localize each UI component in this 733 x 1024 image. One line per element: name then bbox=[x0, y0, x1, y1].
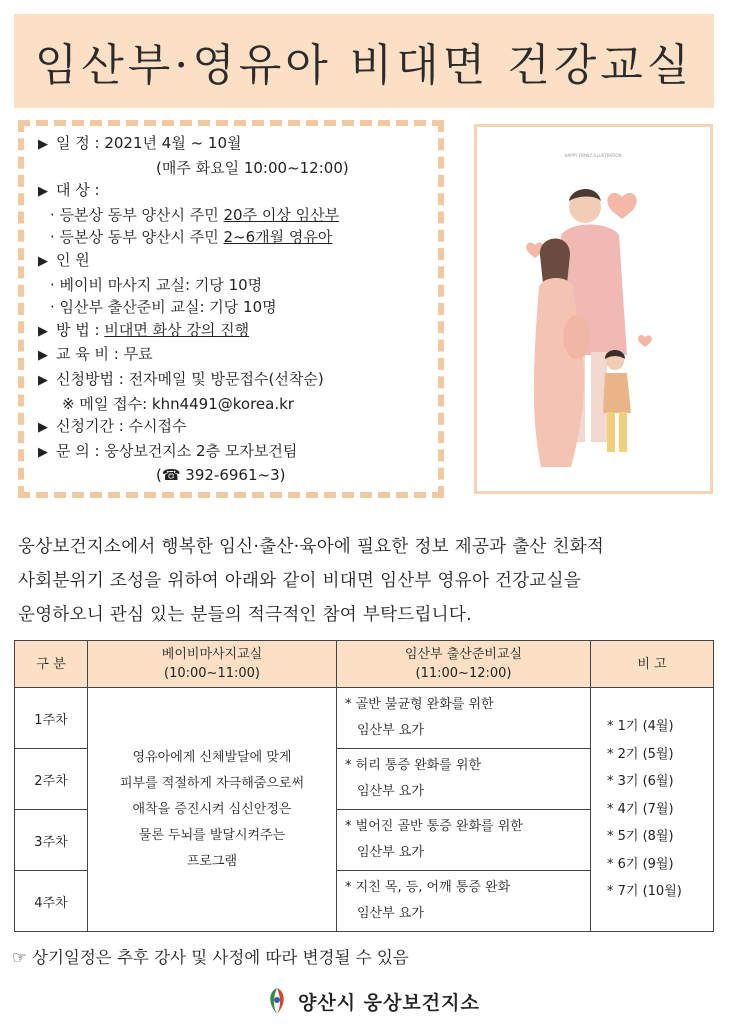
baby-program-description bbox=[88, 688, 337, 932]
preg-program-cell bbox=[337, 810, 591, 871]
note-line: * 7기 (10월) bbox=[607, 884, 682, 900]
preg-program-title: * 벌어진 골반 통증 완화를 위한 bbox=[345, 819, 523, 834]
apply-label: 신청방법 bbox=[56, 369, 114, 388]
intro-paragraph bbox=[18, 530, 718, 632]
footnote: ☞ 상기일정은 추후 강사 및 사정에 따라 변경될 수 있음 bbox=[12, 948, 409, 967]
contact-label: 문 의 bbox=[56, 441, 90, 460]
intro-line-2: 사회분위기 조성을 위하여 아래와 같이 비대면 임산부 영유아 건강교실을 bbox=[18, 571, 582, 591]
note-line: * 3기 (6월) bbox=[607, 774, 674, 790]
schedule-value: 2021년 4월 ~ 10월 bbox=[104, 134, 242, 152]
target-item-1 bbox=[38, 204, 428, 227]
triangle-bullet-icon: ▶ bbox=[38, 323, 48, 339]
note-line: * 5기 (8월) bbox=[607, 829, 674, 845]
header-baby-time: (10:00~11:00) bbox=[164, 666, 260, 681]
triangle-bullet-icon: ▶ bbox=[38, 137, 48, 152]
triangle-bullet-icon: ▶ bbox=[38, 420, 48, 436]
schedule-table bbox=[14, 640, 714, 932]
baby-desc-line: 피부를 적절하게 자극해줌으로써 bbox=[119, 775, 305, 791]
note-cell bbox=[591, 688, 714, 932]
period-label: 신청기간 bbox=[56, 417, 114, 436]
target-item-1-text: · 등본상 동부 양산시 주민 bbox=[50, 205, 224, 224]
child-leg bbox=[607, 412, 615, 452]
week-cell: 2주차 bbox=[15, 749, 88, 810]
capacity-item-2: · 임산부 출산준비 교실: 기당 10명 bbox=[50, 298, 277, 317]
yangsan-logo-icon bbox=[264, 986, 290, 1016]
baby-desc-line: 프로그램 bbox=[186, 853, 238, 869]
method-label: 방 법 bbox=[56, 320, 90, 339]
preg-program-cell bbox=[337, 688, 591, 749]
org-logo bbox=[264, 986, 480, 1016]
email-line: ※ 메일 접수: khn4491@korea.kr bbox=[62, 394, 294, 413]
baby-desc-line: 애착을 증진시켜 심신안정은 bbox=[132, 801, 292, 817]
org-name: 양산시 웅상보건지소 bbox=[298, 991, 480, 1014]
fee-row: ▶ 교 육 비 : 무료 bbox=[38, 343, 428, 368]
preg-program-subtitle: 임산부 요가 bbox=[357, 906, 424, 921]
intro-line-3: 운영하오니 관심 있는 분들의 적극적인 참여 부탁드립니다. bbox=[18, 605, 472, 625]
header-preg-label: 임산부 출산준비교실 bbox=[404, 647, 523, 662]
target-item-2-underlined: 2~6개월 영유아 bbox=[223, 228, 333, 247]
header-baby-label: 베이비마사지교실 bbox=[161, 647, 263, 662]
family-illustration bbox=[474, 124, 713, 494]
baby-desc-line: 영유아에게 신체발달에 맞게 bbox=[132, 749, 292, 765]
period-row: ▶ 신청기간 : 수시접수 bbox=[38, 415, 428, 440]
intro-line-1: 웅상보건지소에서 행복한 임신·출산·육아에 필요한 정보 제공과 출산 친화적 bbox=[18, 537, 605, 557]
target-row: ▶ 대 상 : bbox=[38, 179, 428, 204]
child-leg bbox=[619, 412, 627, 452]
contact-phone: (☎ 392-6961~3) bbox=[156, 466, 286, 485]
schedule-label: 일 정 bbox=[56, 134, 90, 152]
info-box bbox=[18, 120, 444, 498]
header-note: 비 고 bbox=[591, 641, 714, 688]
preg-program-cell bbox=[337, 871, 591, 932]
period-value: 수시접수 bbox=[128, 417, 187, 436]
header-baby bbox=[88, 641, 337, 688]
preg-program-title: * 허리 통증 완화를 위한 bbox=[345, 758, 482, 773]
header-preg bbox=[337, 641, 591, 688]
note-line: * 6기 (9월) bbox=[607, 856, 674, 872]
title-banner bbox=[14, 14, 714, 108]
heart-icon bbox=[638, 335, 652, 347]
mother-belly bbox=[563, 315, 591, 359]
preg-program-subtitle: 임산부 요가 bbox=[357, 723, 424, 738]
target-label: 대 상 bbox=[56, 181, 90, 200]
triangle-bullet-icon: ▶ bbox=[38, 348, 48, 364]
fee-label: 교 육 비 bbox=[56, 345, 110, 364]
triangle-bullet-icon: ▶ bbox=[38, 184, 48, 200]
triangle-bullet-icon: ▶ bbox=[38, 253, 48, 269]
target-item-2-text: · 등본상 동부 양산시 주민 bbox=[50, 228, 224, 247]
family-image bbox=[477, 127, 710, 491]
note-line: * 4기 (7월) bbox=[607, 801, 674, 817]
preg-program-title: * 골반 불균형 완화를 위한 bbox=[345, 697, 494, 712]
table-row bbox=[15, 688, 714, 749]
child-body bbox=[603, 373, 631, 413]
heart-icon bbox=[607, 193, 636, 219]
preg-program-subtitle: 임산부 요가 bbox=[357, 784, 424, 799]
capacity-row bbox=[38, 249, 428, 274]
method-row: ▶ 방 법 : 비대면 화상 강의 진행 bbox=[38, 319, 428, 344]
triangle-bullet-icon: ▶ bbox=[38, 372, 48, 388]
preg-program-cell bbox=[337, 749, 591, 810]
baby-desc-line: 물론 두뇌를 발달시켜주는 bbox=[138, 827, 286, 843]
method-value: 비대면 화상 강의 진행 bbox=[104, 320, 250, 339]
week-cell: 3주차 bbox=[15, 810, 88, 871]
apply-value: 전자메일 및 방문접수(선착순) bbox=[128, 369, 324, 388]
preg-program-subtitle: 임산부 요가 bbox=[357, 845, 424, 860]
header-preg-time: (11:00~12:00) bbox=[415, 666, 512, 681]
contact-value: 웅상보건지소 2층 모자보건팀 bbox=[104, 441, 298, 460]
apply-row: ▶ 신청방법 : 전자메일 및 방문접수(선착순) bbox=[38, 368, 428, 393]
schedule-row: ▶ 일 정 : 2021년 4월 ~ 10월 bbox=[38, 132, 428, 157]
table-header-row bbox=[15, 641, 714, 688]
preg-program-title: * 지친 목, 등, 어깨 통증 완화 bbox=[345, 880, 511, 895]
note-line: * 2기 (5월) bbox=[607, 746, 674, 762]
capacity-label: 인 원 bbox=[56, 250, 90, 269]
header-week: 구 분 bbox=[15, 641, 88, 688]
capacity-item-1: · 베이비 마사지 교실: 기당 10명 bbox=[50, 275, 263, 294]
week-cell: 4주차 bbox=[15, 871, 88, 932]
target-item-2 bbox=[38, 226, 428, 249]
illustration-caption: HAPPY FAMILY ILLUSTRATION bbox=[564, 153, 622, 158]
contact-row: ▶ 문 의 : 웅상보건지소 2층 모자보건팀 bbox=[38, 440, 428, 465]
page-title: 임산부·영유아 비대면 건강교실 bbox=[34, 40, 694, 91]
triangle-bullet-icon: ▶ bbox=[38, 444, 48, 460]
week-cell: 1주차 bbox=[15, 688, 88, 749]
fee-value: 무료 bbox=[123, 345, 153, 364]
note-line: * 1기 (4월) bbox=[607, 719, 674, 735]
schedule-time: (매주 화요일 10:00~12:00) bbox=[156, 158, 349, 177]
target-item-1-underlined: 20주 이상 임산부 bbox=[223, 205, 340, 224]
